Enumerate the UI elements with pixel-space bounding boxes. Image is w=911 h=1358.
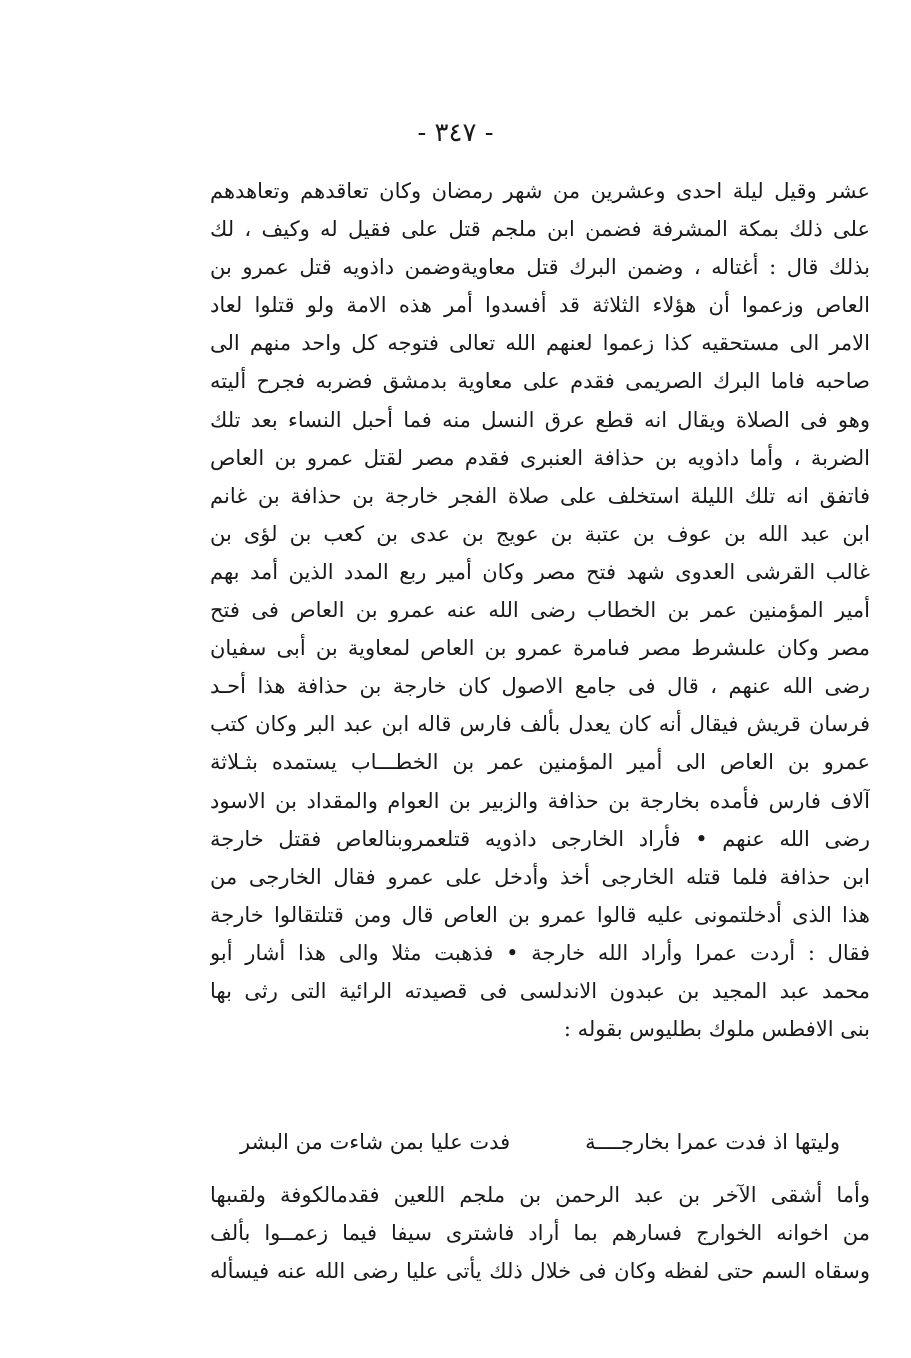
- poem-verse: [240, 1122, 840, 1162]
- text-line: هذا الذى أدخلتمونى عليه قالوا عمرو بن العاص قال ومن قتلتقالوا خارجة: [210, 902, 870, 927]
- text-line: فرسان قريش فيقال أنه كان يعدل بألف فارس قاله ابن عبد البر وكان كتب: [210, 712, 870, 737]
- paragraph-1: [210, 172, 870, 1048]
- text-line: بذلك قال : أغتاله ، وضمن البرك قتل معاويةوضمن داذويه قتل عمرو بن: [210, 255, 870, 280]
- text-line: مصر وكان علىشرط مصر فىامرة عمرو بن العاص لمعاوية بن أبى سفيان: [210, 636, 870, 661]
- text-line: وأما أشقى الآخر بن عبد الرحمن بن ملجم اللعين فقدمالكوفة ولقىبها: [210, 1183, 870, 1207]
- verse-second-hemistich: فدت عليا بمن شاءت من البشر: [240, 1130, 511, 1154]
- text-line: ابن حذافة فلما قتله الخارجى أخذ وأدخل على عمرو فقال الخارجى من: [210, 864, 870, 889]
- text-line: على ذلك بمكة المشرفة فضمن ابن ملجم قتل على فقيل له وكيف ، لك: [210, 217, 870, 242]
- page-number: - ٣٤٧ -: [417, 118, 494, 148]
- text-line: من اخوانه الخوارج فسارهم بما أراد فاشترى سيفا فيما زعمــوا بألف: [210, 1221, 870, 1246]
- text-line: ابن عبد الله بن عوف بن عتبة بن عويج بن عدى بن كعب بن لؤى بن: [210, 521, 870, 546]
- text-line: فقال : أردت عمرا وأراد الله خارجة • فذهبت مثلا والى هذا أشار أبو: [210, 940, 870, 965]
- text-line: أمير المؤمنين عمر بن الخطاب رضى الله عنه عمرو بن العاص فى فتح: [210, 598, 870, 623]
- text-line: بنى الافطس ملوك بطليوس بقوله :: [563, 1017, 870, 1042]
- text-line: رضى الله عنهم ، قال فى جامع الاصول كان خارجة بن حذافة هذا أحـد: [210, 674, 870, 699]
- text-line: وسقاه السم حتى لفظه وكان فى خلال ذلك يأتى عليا رضى الله عنه فيسأله: [210, 1259, 870, 1284]
- text-line: غالب القرشى العدوى شهد فتح مصر وكان أمير ربع المدد الذين أمد بهم: [210, 559, 870, 584]
- text-line: وهو فى الصلاة ويقال انه قطع عرق النسل منه فما أحبل النساء بعد تلك: [210, 407, 870, 432]
- text-line: صاحبه فاما البرك الصريمى فقدم على معاوية بدمشق فضربه فجرح أليته: [210, 369, 870, 394]
- text-line: آلاف فارس فأمده بخارجة بن حذافة والزبير بن العوام والمقداد بن الاسود: [210, 788, 870, 813]
- text-line: الامر الى مستحقيه كذا زعموا لعنهم الله تعالى فتوجه كل واحد منهم الى: [210, 331, 870, 356]
- text-line: عشر وقيل ليلة احدى وعشرين من شهر رمضان وكان تعاقدهم وتعاهدهم: [210, 179, 870, 203]
- text-line: العاص وزعموا أن هؤلاء الثلاثة قد أفسدوا أمر هذه الامة ولو قتلوا لعاد: [210, 293, 870, 318]
- text-line: عمرو بن العاص الى أمير المؤمنين عمر بن الخطـــاب يستمده بثـلاثة: [210, 750, 870, 775]
- text-line: محمد عبد المجيد بن عبدون الاندلسى فى قصيدته الرائية التى رثى بها: [210, 978, 870, 1003]
- text-line: الضربة ، وأما داذويه بن حذافة العنبرى فقدم مصر لقتل عمرو بن العاص: [210, 445, 870, 470]
- verse-first-hemistich: وليتها اذ فدت عمرا بخارجــــة: [585, 1130, 840, 1154]
- text-line: فاتفق انه تلك الليلة استخلف على صلاة الفجر خارجة بن حذافة بن غانم: [210, 483, 870, 508]
- paragraph-2: [210, 1176, 870, 1290]
- text-line: رضى الله عنهم • فأراد الخارجى داذويه قتلعمروبنالعاص فقتل خارجة: [210, 826, 870, 851]
